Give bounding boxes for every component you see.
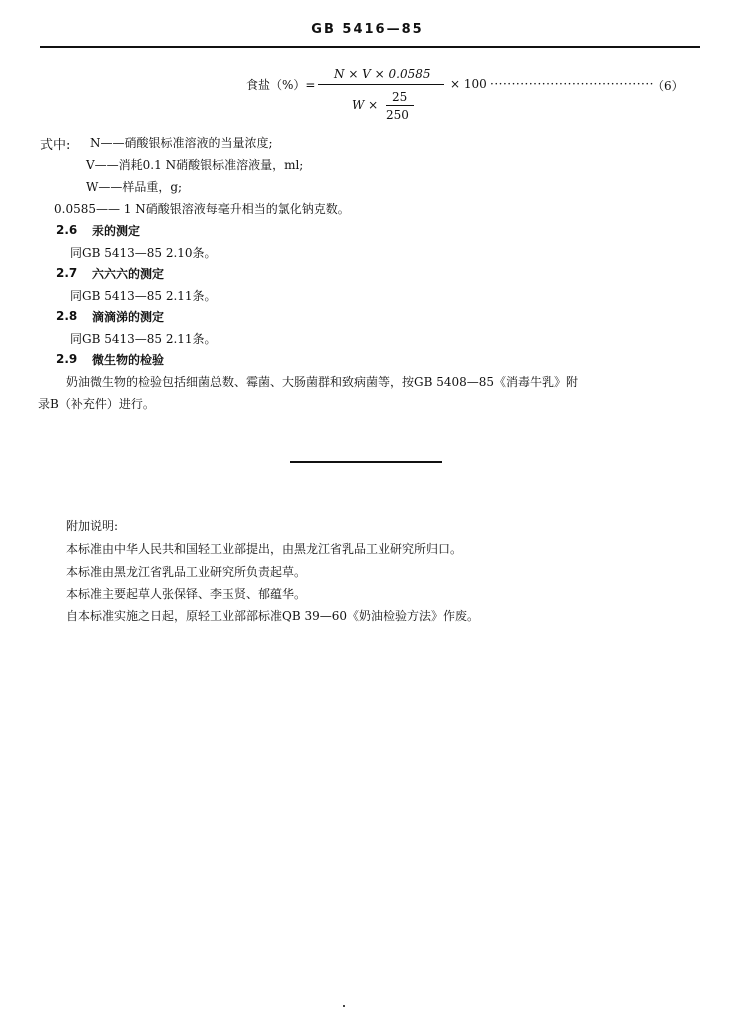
section-number: 2.7 (56, 266, 78, 280)
section-number: 2.6 (56, 223, 78, 237)
standard-code-header: GB 5416—85 (311, 22, 424, 37)
microbiology-text-line1: 奶油微生物的检验包括细菌总数、霉菌、大肠菌群和致病菌等，按GB 5408—85《消毒牛乳》附 (66, 375, 579, 389)
formula-leaders: ······································ (490, 77, 654, 91)
section-title: 六六六的测定 (92, 267, 165, 281)
definition-v: V——消耗0.1 N硝酸银标准溶液量，ml; (86, 158, 304, 172)
definition-w: W——样品重，g; (86, 180, 183, 194)
notes-line: 本标准主要起草人张保铎、李玉贤、郁蕴华。 (66, 587, 307, 601)
section-number: 2.8 (56, 309, 78, 323)
notes-line: 本标准由中华人民共和国轻工业部提出，由黑龙江省乳品工业研究所归口。 (66, 542, 463, 556)
definition-constant: 0.0585—— 1 N硝酸银溶液每毫升相当的氯化钠克数。 (54, 202, 350, 216)
page-mark (343, 1005, 345, 1007)
formula-denominator-prefix: W × (352, 98, 379, 112)
section-number: 2.9 (56, 352, 78, 366)
section-title: 汞的测定 (92, 224, 141, 238)
section-body: 同GB 5413—85 2.11条。 (70, 289, 217, 303)
formula-multiplier: × 100 (450, 77, 487, 91)
formula-fraction-bar (318, 84, 444, 85)
microbiology-text-line2: 录B（补充件）进行。 (38, 397, 155, 411)
section-body: 同GB 5413—85 2.10条。 (70, 246, 217, 260)
formula-inner-numerator: 25 (392, 90, 408, 104)
section-title: 滴滴涕的测定 (92, 310, 165, 324)
definition-n: N——硝酸银标准溶液的当量浓度; (90, 136, 273, 150)
header-rule (40, 46, 700, 48)
section-title: 微生物的检验 (92, 353, 165, 367)
formula-inner-denominator: 250 (386, 108, 409, 122)
notes-line: 本标准由黑龙江省乳品工业研究所负责起草。 (66, 565, 307, 579)
formula-lhs: 食盐（%）= (246, 78, 316, 92)
section-body: 同GB 5413—85 2.11条。 (70, 332, 217, 346)
end-of-text-rule (290, 461, 442, 463)
formula-numerator: N × V × 0.0585 (334, 67, 431, 81)
notes-line: 自本标准实施之日起，原轻工业部部标准QB 39—60《奶油检验方法》作废。 (66, 609, 480, 623)
formula-inner-fraction-bar (386, 105, 414, 106)
formula-equation-number: （6） (652, 79, 684, 93)
definitions-intro: 式中: (40, 138, 71, 153)
notes-heading: 附加说明: (66, 519, 119, 533)
